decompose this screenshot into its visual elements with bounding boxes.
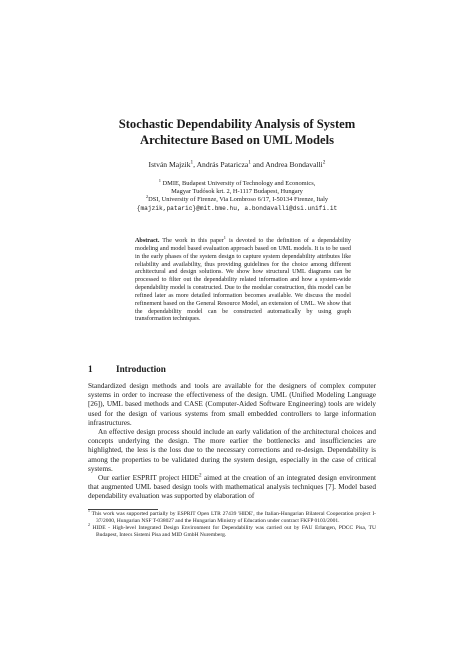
body-text — [88, 382, 376, 502]
paragraph: Standardized design methods and tools are available for the designers of complex computer systems in order to increase the effectiveness of the design. UML (Unified Modeling Language [26]), UML based methods and CASE (Computer-Aided Software Engineering) tools are widely used for the design of various systems from small embedded controllers to large information infrastructures. — [88, 382, 376, 427]
author-separator: , — [193, 160, 197, 169]
abstract-text: The work in this paper — [159, 238, 224, 245]
affiliations — [0, 177, 474, 213]
affiliation-1-address: Magyar Tudósok krt. 2, H-1117 Budapest, Hungary — [171, 188, 303, 196]
author-name: Andrea Bondavalli — [265, 160, 323, 169]
author-affil-mark: 1 — [248, 159, 251, 166]
title-line-2: Architecture Based on UML Models — [139, 133, 335, 147]
footnote: $^1$ This work was supported partially by ESPRIT Open LTR 27439 'HIDE', the Italian-Hungarian Bilateral Cooperation project I-37/2000, Hungarian NSF T-038027 and the Hungarian Ministry of Education under contract FKFP 0103/2001. — [88, 509, 376, 525]
author-affil-mark: 1 — [190, 159, 194, 166]
paragraph: Our earlier ESPRIT project HIDE$^2$ aimed at the creation of an integrated design environment that augmented UML based design tools with mathematical analysis techniques [7]. Model based dependability evaluation was supported by elaboration of — [88, 472, 376, 501]
title-line-1: Stochastic Dependability Analysis of System — [118, 117, 356, 131]
paper-title — [0, 116, 474, 148]
author-name: András Pataricza — [196, 160, 249, 169]
author-emails: {majzik,pataric}@mit.bme.hu, a.bondavalli@dsi.unifi.it — [136, 204, 338, 212]
affiliation-1: $^1$ DMIE, Budapest University of Technology and Economics, — [158, 177, 316, 187]
affil-mark: 2 — [145, 194, 149, 200]
footnote: $^2$ HIDE - High-level Integrated Design Environment for Dependability was carried out by FAU Erlangen, PDCC Pisa, TU Budapest, Intecs Sistemi Pisa and MID GmbH Nuremberg. — [88, 523, 376, 539]
abstract-text: is devoted to the definition of a dependability modeling and model based evaluation approach based on UML models. It is to be used in the early phases of the system design to capture system dependability attributes like reliability and availability, thus providing guidelines for the choice among different architectural and design solutions. We show how structural UML diagrams can be processed to filter out the dependability related information and how a system-wide dependability model is constructed. Due to the modular construction, this model can be refined later as more detailed information becomes available. We discuss the model refinement based on the General Resource Model, an extension of UML. We show that the dependability model can be constructed automatically by using graph transformation techniques. — [135, 238, 351, 323]
abstract — [135, 235, 351, 324]
section-title: Introduction — [116, 364, 166, 374]
paragraph: An effective design process should include an early validation of the architectural choices and concepts underlying the design. The more earlier the bottlenecks and insufficiencies are highlighted, the less is the loss due to the necessary corrections and re-design. Dependability is among the properties to be validated during the system design, especially in the case of critical systems. — [88, 428, 376, 473]
footnote-rule — [88, 509, 158, 510]
abstract-label: Abstract. — [135, 238, 160, 245]
affiliation-2: $^2$DSI, University of Firenze, Via Lombroso 6/17, I-50134 Firenze, Italy — [145, 194, 329, 204]
section-heading — [88, 363, 166, 375]
author-name: István Majzik — [148, 160, 191, 169]
section-number: 1 — [88, 364, 93, 374]
author-affil-mark: 2 — [322, 159, 326, 166]
footnote-number: 1 — [88, 509, 90, 514]
author-separator: and — [250, 160, 266, 169]
footnotes — [88, 511, 376, 539]
affil-mark: 1 — [158, 177, 161, 183]
footnote-mark: 1 — [223, 235, 226, 240]
footnote-mark: 2 — [199, 472, 202, 479]
footnote-number: 2 — [88, 523, 90, 528]
author-list — [0, 160, 474, 170]
